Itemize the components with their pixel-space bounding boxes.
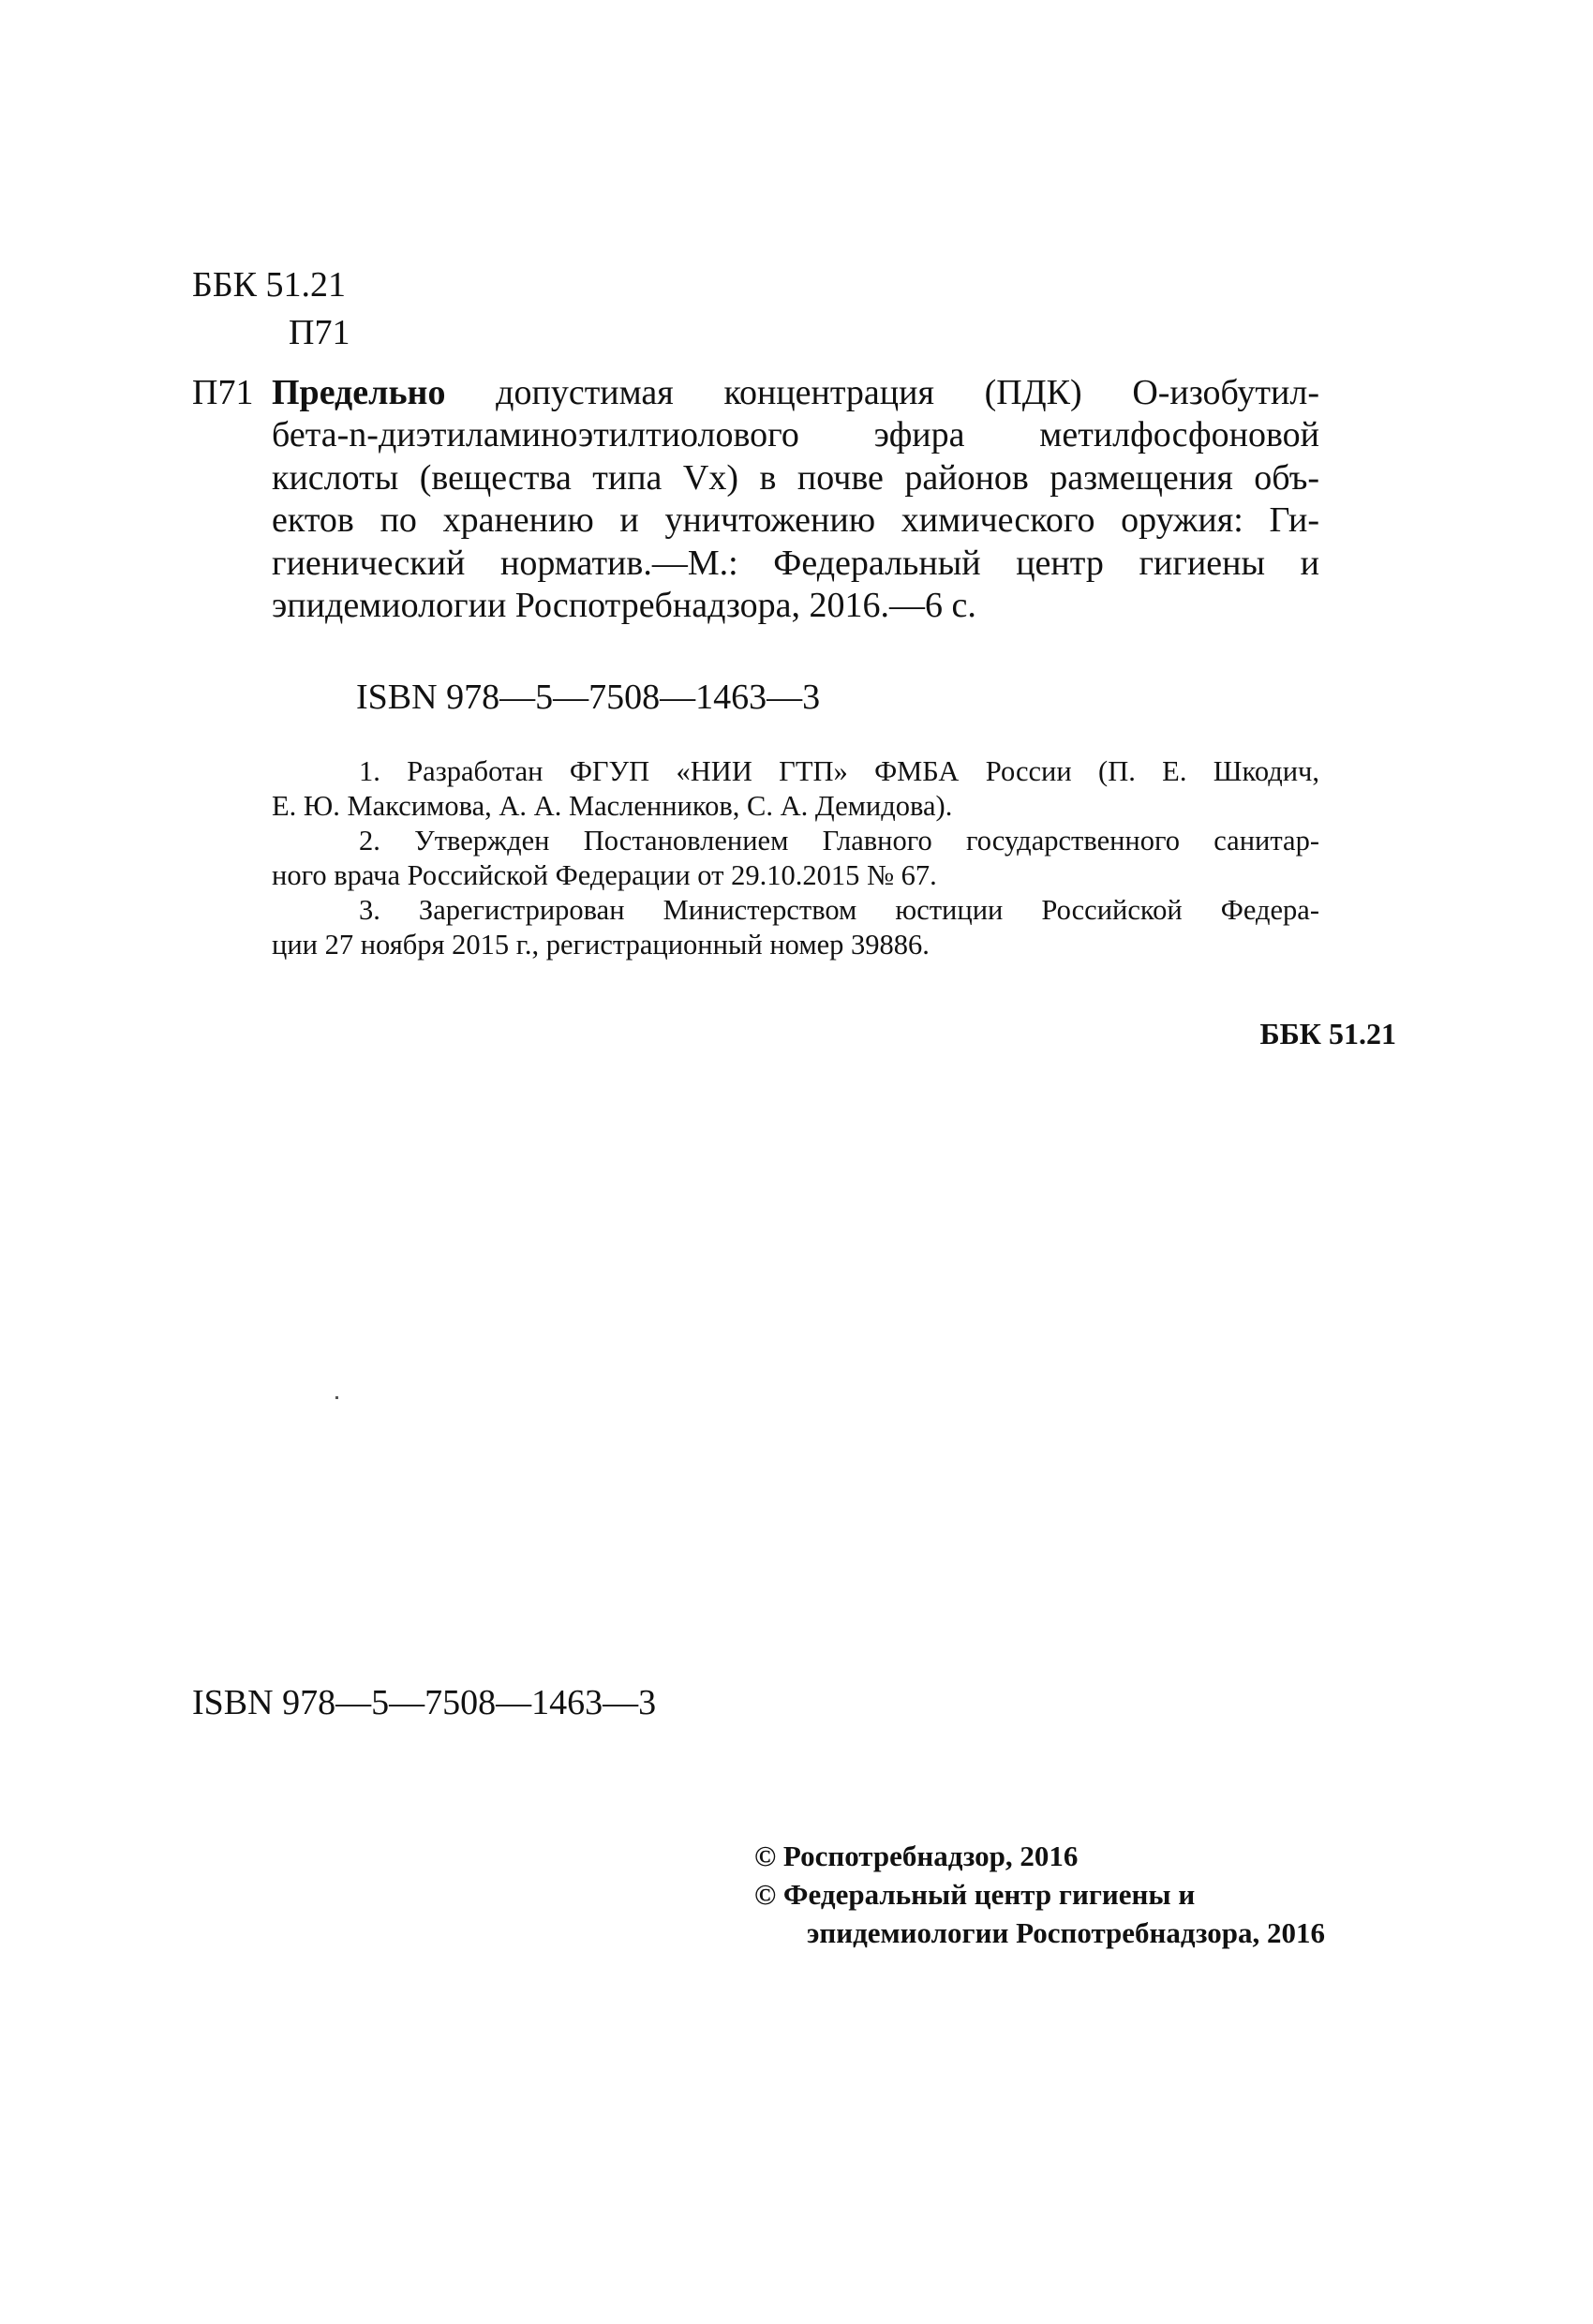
- copyright-line: © Федеральный центр гигиены и: [754, 1878, 1196, 1911]
- annotation-line: кислоты (вещества типа Vx) в почве районов размещения объ-: [272, 457, 1319, 498]
- annotation-line: ектов по хранению и уничтожению химического оружия: Ги-: [272, 500, 1319, 541]
- scan-speck: [335, 1396, 338, 1399]
- credits-notes: [272, 754, 1319, 962]
- copyright-block: [754, 1837, 1325, 1952]
- annotation-line: [272, 372, 1319, 414]
- credits-line: 1. Разработан ФГУП «НИИ ГТП» ФМБА России (П. Е. Шкодич,: [359, 755, 1319, 787]
- credits-line: Е. Ю. Максимова, А. А. Масленников, С. А. Демидова).: [272, 790, 953, 822]
- isbn-number-bottom: ISBN 978—5—7508—1463—3: [192, 1683, 657, 1722]
- bbk-code: ББК 51.21: [192, 265, 346, 305]
- bibliographic-annotation: [272, 372, 1319, 627]
- annotation-line: эпидемиологии Роспотребнадзора, 2016.—6 с.: [272, 586, 976, 626]
- copyright-line: эпидемиологии Роспотребнадзора, 2016: [807, 1916, 1325, 1949]
- copyright-line: © Роспотребнадзор, 2016: [754, 1840, 1079, 1872]
- isbn-number: ISBN 978—5—7508—1463—3: [356, 678, 821, 717]
- bbk-code-right: ББК 51.21: [1259, 1017, 1396, 1050]
- annotation-line-rest: допустимая концентрация (ПДК) О-изобутил-: [445, 373, 1319, 412]
- title-bold-word: Предельно: [272, 373, 446, 412]
- credits-line: ного врача Российской Федерации от 29.10.2015 № 67.: [272, 859, 937, 891]
- credits-line: 3. Зарегистрирован Министерством юстиции Российской Федера-: [359, 894, 1319, 926]
- credits-line: ции 27 ноября 2015 г., регистрационный номер 39886.: [272, 929, 930, 961]
- annotation-line: бета-n-диэтиламиноэтилтиолового эфира метилфосфоновой: [272, 415, 1319, 455]
- entry-author-sign: П71: [192, 373, 254, 412]
- credits-line: 2. Утвержден Постановлением Главного государственного санитар-: [359, 825, 1319, 857]
- annotation-line: гиенический норматив.—М.: Федеральный центр гигиены и: [272, 543, 1319, 583]
- author-sign: П71: [289, 313, 350, 352]
